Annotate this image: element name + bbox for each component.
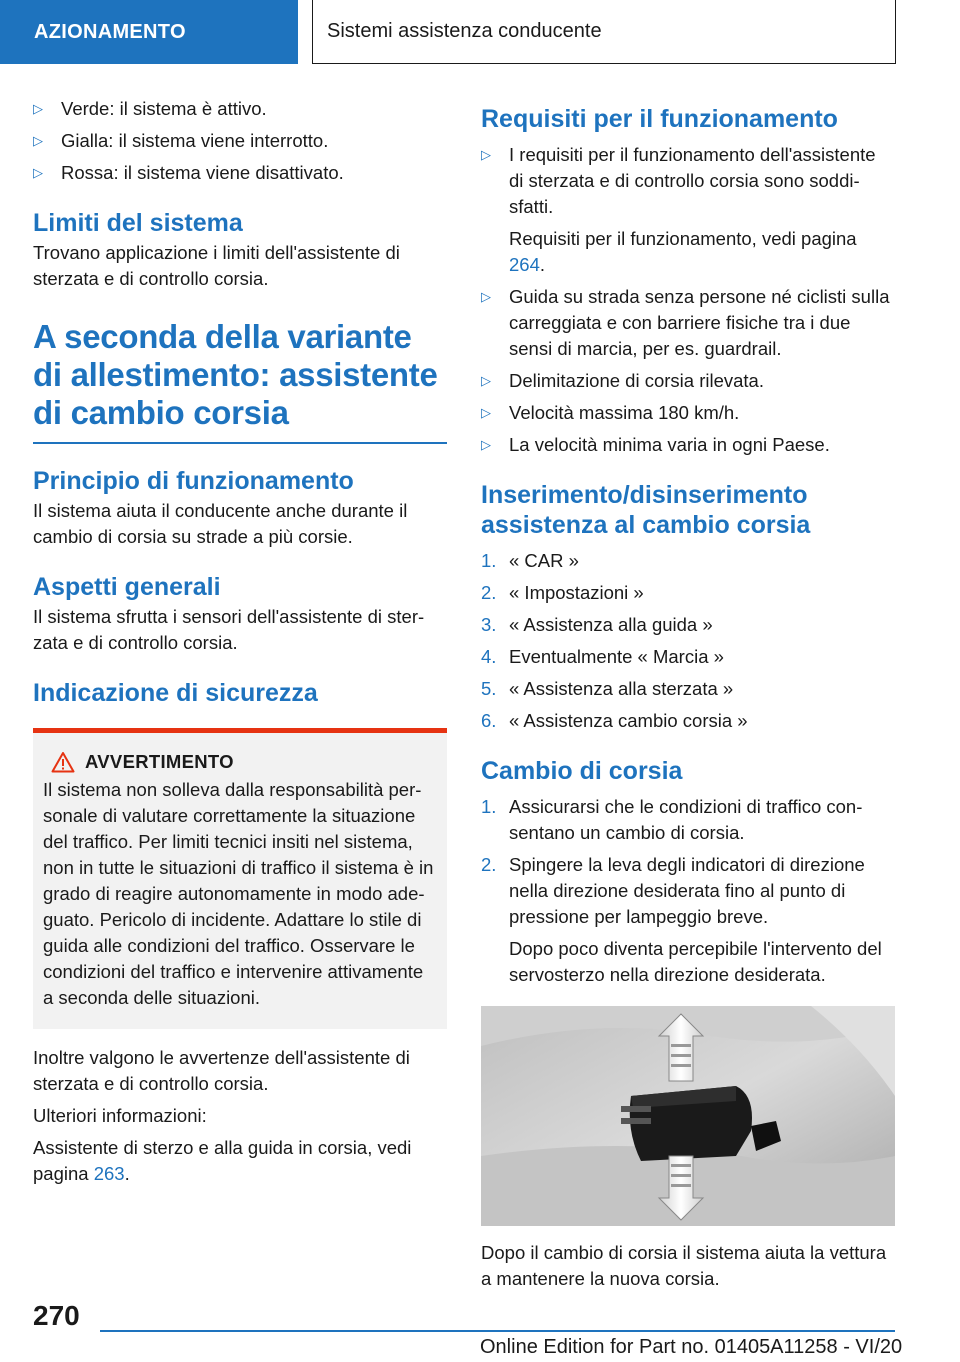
list-item: ▷ Gialla: il sistema viene interrotto.	[33, 128, 447, 154]
list-item: ▷ Verde: il sistema è attivo.	[33, 96, 447, 122]
warning-box	[33, 728, 447, 1029]
toggle-heading: Inserimento/disinserimento assistenza al cambio corsia	[481, 481, 811, 539]
lever-image	[481, 1006, 895, 1226]
step-item: 2. Spingere la leva degli indicatori di direzione nella direzione desiderata fino al punto di pressione per lampeggio breve. Dopo poco diventa percepibile l'intervento del servosterzo nella direzione desiderata.	[481, 852, 895, 988]
step-item: 1. « CAR »	[481, 550, 579, 571]
bullet-triangle-icon: ▷	[481, 147, 491, 162]
step-item: 5. « Assistenza alla sterzata »	[481, 678, 734, 699]
status-list	[33, 96, 447, 186]
bullet-triangle-icon: ▷	[33, 133, 43, 148]
section-label: Sistemi assistenza conducente	[327, 20, 602, 42]
right-column	[481, 96, 895, 1292]
list-item: ▷ Delimitazione di corsia rilevata.	[481, 368, 895, 394]
page-link[interactable]: 263	[93, 1163, 125, 1184]
step-item: 2. « Impostazioni »	[481, 582, 644, 603]
toggle-steps	[481, 548, 895, 734]
bullet-triangle-icon: ▷	[481, 405, 491, 420]
step-item: 4. Eventualmente « Marcia »	[481, 646, 724, 667]
bullet-triangle-icon: ▷	[481, 289, 491, 304]
main-heading: A seconda della variante di allestimento: assistente di cambio corsia	[33, 318, 447, 444]
bullet-triangle-icon: ▷	[33, 165, 43, 180]
chapter-tab[interactable]	[0, 0, 298, 64]
page-link[interactable]: 264	[509, 254, 540, 275]
requirements-heading: Requisiti per il funzionamento	[481, 105, 838, 133]
step-item: 6. « Assistenza cambio corsia »	[481, 710, 748, 731]
lane-change-steps	[481, 794, 895, 988]
footer-divider	[100, 1330, 895, 1332]
step-item: 1. Assicurarsi che le condizioni di traffico consentano un cambio di corsia.	[481, 796, 863, 843]
warning-header	[43, 751, 437, 773]
warning-triangle-icon	[51, 751, 75, 773]
limits-heading: Limiti del sistema	[33, 209, 243, 237]
requirements-reference: Requisiti per il funzionamento, vedi pagina 264.	[509, 228, 857, 275]
edition-text: Online Edition for Part no. 01405A11258 - VI/20	[480, 1336, 903, 1358]
reference-text: Assistente di sterzo e alla guida in corsia, vedi pagina 263.	[33, 1137, 412, 1184]
chapter-label: AZIONAMENTO	[34, 20, 186, 43]
page-number: 270	[33, 1300, 80, 1331]
bullet-triangle-icon: ▷	[481, 437, 491, 452]
bullet-triangle-icon: ▷	[33, 101, 43, 116]
step-note: Dopo poco diventa percepibile l'intervento del servosterzo nella direzione desiderata.	[509, 938, 882, 985]
general-text: Il sistema sfrutta i sensori dell'assistente di sterzata e di controllo corsia.	[33, 606, 425, 653]
limits-text: Trovano applicazione i limiti dell'assistente di sterzata e di controllo corsia.	[33, 242, 400, 289]
left-column	[33, 96, 447, 1187]
list-item: ▷ Rossa: il sistema viene disattivato.	[33, 160, 447, 186]
safety-heading: Indicazione di sicurezza	[33, 679, 318, 707]
requirements-list	[481, 142, 895, 458]
notes-text: Inoltre valgono le avvertenze dell'assistente di sterzata e di controllo corsia.	[33, 1047, 410, 1094]
step-item: 3. « Assistenza alla guida »	[481, 614, 713, 635]
list-item: ▷ Velocità massima 180 km/h.	[481, 400, 895, 426]
more-info-label: Ulteriori informazioni:	[33, 1105, 207, 1126]
general-heading: Aspetti generali	[33, 573, 221, 601]
illustration-caption: Dopo il cambio di corsia il sistema aiuta la vettura a mantenere la nuova corsia.	[481, 1242, 887, 1289]
bullet-triangle-icon: ▷	[481, 373, 491, 388]
warning-text: Il sistema non solleva dalla responsabilità personale di valutare correttamente la situazione del traffico. Per limiti tecnici insiti nel sistema, non in tutte le situazioni di traffico il sistema è in grado di reagire autonomamente in modo adeguato. Pericolo di incidente. Adattare lo stile di guida alle condizioni del traffico. Osservare le condizioni del traffico e intervenire attivamente a seconda delle situazioni.	[43, 779, 434, 1008]
warning-title: AVVERTIMENTO	[85, 751, 234, 772]
list-item: ▷ La velocità minima varia in ogni Paese.	[481, 432, 895, 458]
list-item: ▷ I requisiti per il funzionamento dell'assistente di sterzata e di controllo corsia sono soddisfatti. Requisiti per il funzionamento, vedi pagina 264.	[481, 142, 895, 278]
list-item: ▷ Guida su strada senza persone né ciclisti sulla carreggiata e con barriere fisiche tra i due sensi di marcia, per es. guardrail.	[481, 286, 890, 359]
lane-change-heading: Cambio di corsia	[481, 757, 683, 785]
principle-text: Il sistema aiuta il conducente anche durante il cambio di corsia su strade a più corsie.	[33, 500, 408, 547]
turn-signal-lever-illustration	[481, 1006, 895, 1226]
section-header	[312, 0, 896, 64]
principle-heading: Principio di funzionamento	[33, 467, 354, 495]
